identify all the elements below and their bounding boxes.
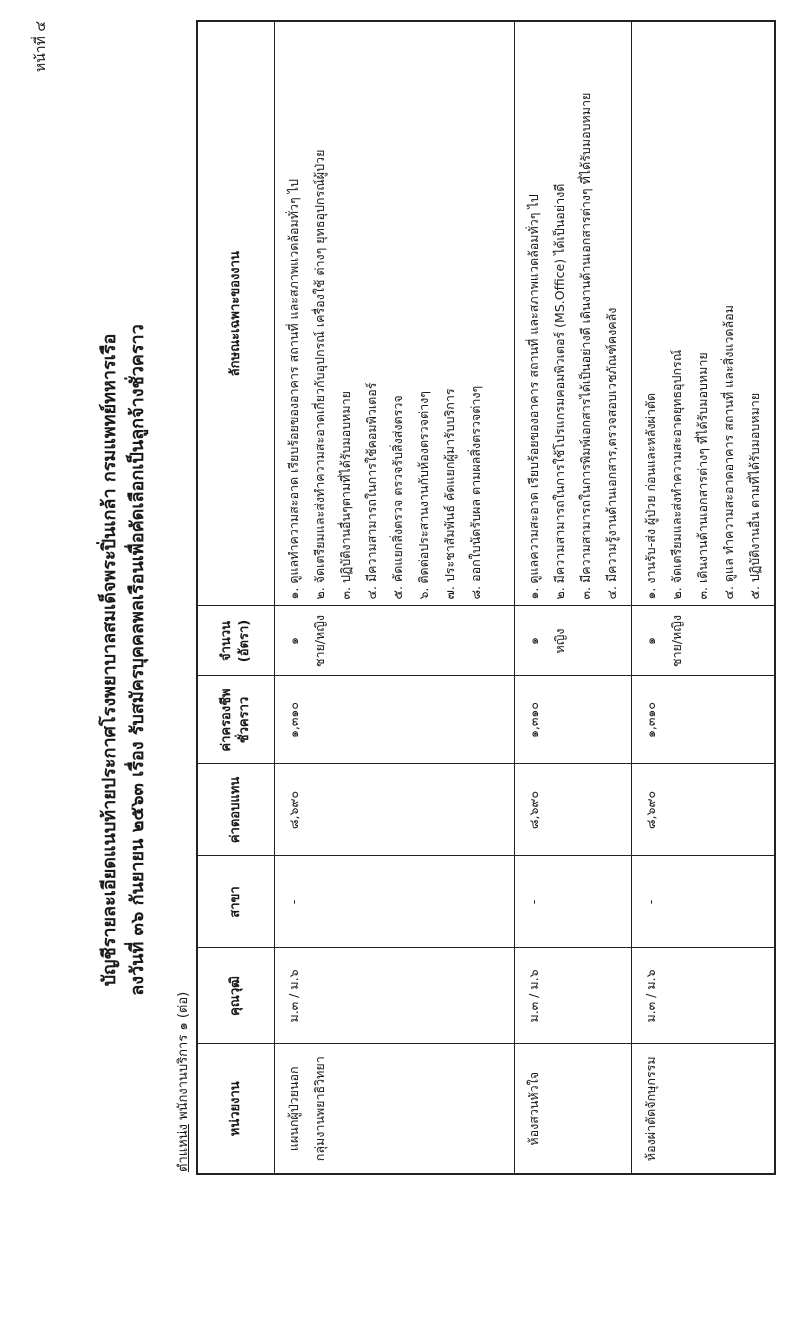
job-table (196, 20, 776, 1175)
duty-item: ๕. ปฏิบัติงานอื่น ตามที่ได้รับมอบหมาย (747, 392, 762, 600)
duties-cell (275, 21, 515, 606)
compensation-cell: ๘,๖๙๐ (632, 764, 776, 856)
duty-item: ๓. เดินงานด้านเอกสารต่างๆ ที่ได้รับมอบหมาย (695, 352, 710, 600)
unit-name: แผนกผู้ป่วยนอก (286, 1066, 301, 1152)
duty-item: ๖. ติดต่อประสานงานกับห้องตรวจต่างๆ (416, 391, 431, 600)
qualification-cell: ม.๓ / ม.๖ (275, 948, 515, 1044)
unit-name: ห้องผ่าตัดจักษุกรรม (643, 1056, 658, 1162)
duty-item: ๘. ออกใบนัดรับผล ตามผลสิ่งตรวจต่างๆ (468, 385, 483, 600)
header-cost-of-living: ค่าครองชีพ ชั่วคราว (197, 676, 275, 764)
position-label: ตำแหน่ง (176, 1124, 191, 1172)
cost-of-living-cell: ๑,๓๑๐ (632, 676, 776, 764)
table-header-row (197, 21, 275, 1174)
duty-item: ๑. ดูแลความสะอาด เรียบร้อยของอาคาร สถานที่ และสภาพแวดล้อมทั่วๆ ไป (526, 194, 541, 600)
duty-item: ๔. มีความสามารถในการใช้คอมพิวเตอร์ (364, 382, 379, 600)
duty-item: ๕. คัดแยกสิ่งตรวจ ตรวจรับสิ่งส่งตรวจ (390, 395, 405, 600)
duty-item: ๑. ดูแลทำความสะอาด เรียบร้อยของอาคาร สถานที่ และสภาพแวดล้อมทั่วๆ ไป (286, 179, 301, 600)
position-line (172, 992, 193, 1172)
cost-of-living-cell: ๑,๓๑๐ (515, 676, 632, 764)
branch-cell: - (632, 856, 776, 948)
cost-of-living-cell: ๑,๓๑๐ (275, 676, 515, 764)
quantity-cell (515, 606, 632, 676)
header-duties: ลักษณะเฉพาะของงาน (197, 21, 275, 606)
duty-item: ๔. ดูแล ทำความสะอาดอาคาร สถานที่ และสิ่งแวดล้อม (721, 305, 736, 600)
duty-item: ๔. มีความรู้งานด้านเอกสาร,ตรวจสอบเวชภัณฑ์คงคลัง (604, 307, 619, 600)
quantity-value: ๑ (286, 637, 301, 645)
gender-value: หญิง (552, 628, 567, 654)
duty-item: ๒. มีความสามารถในการใช้โปรแกรมคอมพิวเตอร์ (MS.Office) ได้เป็นอย่างดี (552, 183, 567, 600)
unit-cell (515, 1044, 632, 1174)
header-compensation: ค่าตอบแทน (197, 764, 275, 856)
quantity-cell (275, 606, 515, 676)
duties-cell (515, 21, 632, 606)
duties-list (638, 28, 768, 600)
page-number: หน้าที่ ๔ (33, 21, 49, 72)
quantity-value: ๑ (526, 637, 541, 645)
unit-group: กลุ่มงานพยาธิวิทยา (312, 1056, 327, 1162)
header-unit: หน่วยงาน (197, 1044, 275, 1174)
branch-cell: - (275, 856, 515, 948)
position-value: พนักงานบริการ ๑ (ต่อ) (176, 991, 191, 1120)
unit-cell (632, 1044, 776, 1174)
header-branch: สาขา (197, 856, 275, 948)
qualification-cell: ม.๓ / ม.๖ (515, 948, 632, 1044)
unit-cell (275, 1044, 515, 1174)
document-subtitle: ลงวันที่ ๓๖ กันยายน ๒๕๖๓ เรื่อง รับสมัครบุคคลพลเรือนเพื่อคัดเลือกเป็นลูกจ้างชั่วคราว (127, 324, 148, 996)
header-qualification: คุณวุฒิ (197, 948, 275, 1044)
gender-value: ชาย/หญิง (669, 614, 684, 668)
gender-value: ชาย/หญิง (312, 614, 327, 668)
duty-item: ๓. ปฏิบัติงานอื่นๆตามที่ได้รับมอบหมาย (338, 391, 353, 600)
duty-item: ๓. มีความสามารถในการพิมพ์เอกสารได้เป็นอย่างดี เดินงานด้านเอกสารต่างๆ ที่ได้รับมอบหมาย (578, 92, 593, 600)
duty-item: ๑. งานรับ-ส่ง ผู้ป่วย ก่อนและหลังผ่าตัด (643, 392, 658, 600)
table-row (515, 21, 632, 1174)
table-row (632, 21, 776, 1174)
compensation-cell: ๘,๖๙๐ (275, 764, 515, 856)
table-row (275, 21, 515, 1174)
quantity-cell (632, 606, 776, 676)
branch-cell: - (515, 856, 632, 948)
duties-list (281, 28, 489, 600)
header-quantity: จำนวน (อัตรา) (197, 606, 275, 676)
unit-name: ห้องสวนหัวใจ (526, 1071, 541, 1146)
quantity-value: ๑ (643, 637, 658, 645)
document-title: บัญชีรายละเอียดแนบท้ายประกาศโรงพยาบาลสมเด็จพระปิ่นเกล้า กรมแพทย์ทหารเรือ (99, 333, 120, 987)
duty-item: ๒. จัดเตรียมและส่งทำความสะอาดยุทธอุปกรณ์ (669, 349, 684, 600)
duty-item: ๗. ประชาสัมพันธ์ คัดแยกผู้มารับบริการ (442, 388, 457, 600)
duties-cell (632, 21, 776, 606)
qualification-cell: ม.๓ / ม.๖ (632, 948, 776, 1044)
compensation-cell: ๘,๖๙๐ (515, 764, 632, 856)
duties-list (521, 28, 625, 600)
duty-item: ๒. จัดเตรียมและส่งทำความสะอาดเกี่ยวกับอุปกรณ์ เครื่องใช้ ต่างๆ ยุทธอุปกรณ์ผู้ป่วย (312, 149, 327, 600)
